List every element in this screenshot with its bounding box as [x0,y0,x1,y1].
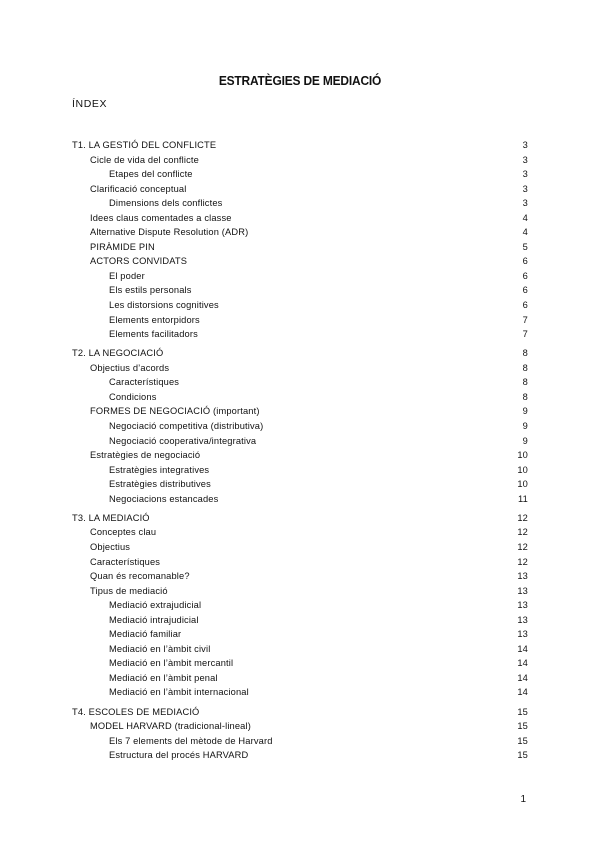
toc-entry-page: 4 [522,227,528,238]
toc-entry-title: Mediació en l’àmbit civil [109,643,211,654]
toc-entry-title: MODEL HARVARD (tradicional-lineal) [90,721,251,732]
toc-entry-title: Negociació competitiva (distributiva) [109,420,264,431]
toc-entry-row[interactable] [72,540,528,555]
toc-section [72,511,528,700]
toc-entry-page: 15 [517,735,528,746]
toc-entry-page: 12 [517,512,528,523]
toc-entry-title: Mediació extrajudicial [109,600,202,611]
toc-entry-page: 10 [517,479,528,490]
toc-entry-title: FORMES DE NEGOCIACIÓ (important) [90,406,260,417]
toc-entry-title: Estructura del procés HARVARD [109,750,249,761]
toc-entry-row[interactable] [72,463,528,478]
toc-chapter-row[interactable] [72,138,528,153]
toc-entry-row[interactable] [72,569,528,584]
toc-entry-row[interactable] [72,555,528,570]
toc-entry-row[interactable] [72,477,528,492]
toc-entry-row[interactable] [72,361,528,376]
toc-entry-title: Estratègies distributives [109,479,211,490]
toc-entry-page: 9 [522,435,528,446]
toc-entry-page: 10 [517,464,528,475]
toc-entry-row[interactable] [72,196,528,211]
toc-entry-page: 4 [522,212,528,223]
toc-entry-title: Els estils personals [109,285,192,296]
toc-entry-row[interactable] [72,734,528,749]
toc-entry-title: Dimensions dels conflictes [109,198,223,209]
toc-entry-title: El poder [109,270,145,281]
toc-entry-row[interactable] [72,671,528,686]
toc-entry-page: 13 [517,585,528,596]
toc-entry-row[interactable] [72,404,528,419]
toc-entry-title: PIRÀMIDE PIN [90,241,155,252]
toc-entry-title: Negociacions estancades [109,493,219,504]
toc-entry-page: 12 [517,541,528,552]
toc-entry-title: Els 7 elements del mètode de Harvard [109,735,273,746]
toc-chapter-row[interactable] [72,705,528,720]
toc-entry-page: 13 [517,571,528,582]
toc-entry-title: Alternative Dispute Resolution (ADR) [90,227,249,238]
toc-entry-page: 13 [517,629,528,640]
toc-section [72,705,528,763]
toc-entry-title: Mediació en l’àmbit mercantil [109,658,234,669]
toc-entry-row[interactable] [72,298,528,313]
toc-entry-row[interactable] [72,434,528,449]
toc-entry-page: 15 [517,706,528,717]
toc-entry-page: 3 [522,183,528,194]
table-of-contents [72,138,528,767]
toc-section [72,138,528,342]
toc-entry-title: Quan és recomanable? [90,571,190,582]
toc-entry-row[interactable] [72,613,528,628]
toc-entry-row[interactable] [72,375,528,390]
toc-entry-title: T4. ESCOLES DE MEDIACIÓ [72,706,200,717]
toc-entry-row[interactable] [72,167,528,182]
toc-entry-page: 15 [517,750,528,761]
toc-entry-page: 9 [522,406,528,417]
toc-entry-title: Objectius d’acords [90,362,170,373]
toc-entry-title: Condicions [109,391,157,402]
toc-entry-page: 6 [522,270,528,281]
toc-entry-row[interactable] [72,390,528,405]
toc-entry-title: Clarificació conceptual [90,183,187,194]
toc-entry-page: 5 [522,241,528,252]
toc-entry-title: Mediació familiar [109,629,182,640]
toc-entry-page: 15 [517,721,528,732]
toc-entry-row[interactable] [72,419,528,434]
toc-section [72,346,528,506]
toc-entry-title: Característiques [90,556,161,567]
toc-entry-title: Idees claus comentades a classe [90,212,232,223]
toc-entry-title: Mediació en l’àmbit penal [109,672,218,683]
toc-entry-row[interactable] [72,656,528,671]
toc-entry-page: 3 [522,154,528,165]
toc-entry-page: 3 [522,140,528,150]
toc-entry-page: 8 [522,348,528,359]
toc-entry-row[interactable] [72,627,528,642]
toc-entry-title: Negociació cooperativa/integrativa [109,435,257,446]
index-heading: ÍNDEX [72,98,108,110]
toc-entry-row[interactable] [72,225,528,240]
toc-entry-page: 7 [522,314,528,325]
document-title: ESTRATÈGIES DE MEDIACIÓ [218,73,382,88]
toc-entry-page: 10 [517,450,528,461]
toc-entry-row[interactable] [72,719,528,734]
toc-entry-page: 13 [517,614,528,625]
toc-entry-page: 8 [522,377,528,388]
toc-chapter-row[interactable] [72,511,528,526]
toc-entry-page: 11 [518,493,528,504]
toc-entry-page: 8 [522,362,528,373]
toc-entry-page: 14 [517,643,528,654]
toc-entry-title: Estratègies de negociació [90,450,201,461]
toc-entry-title: Mediació intrajudicial [109,614,199,625]
page-number: 1 [520,794,526,805]
toc-entry-row[interactable] [72,748,528,763]
toc-entry-title: Cicle de vida del conflicte [90,154,199,165]
toc-entry-title: T3. LA MEDIACIÓ [72,512,150,523]
toc-entry-row[interactable] [72,584,528,599]
toc-entry-row[interactable] [72,327,528,342]
toc-entry-row[interactable] [72,685,528,700]
toc-entry-page: 3 [522,169,528,180]
toc-entry-row[interactable] [72,153,528,168]
toc-entry-title: Elements entorpidors [109,314,200,325]
toc-entry-row[interactable] [72,525,528,540]
toc-entry-page: 14 [517,658,528,669]
toc-entry-page: 12 [517,527,528,538]
toc-entry-title: Les distorsions cognitives [109,300,219,311]
toc-entry-row[interactable] [72,598,528,613]
toc-entry-page: 8 [522,391,528,402]
toc-entry-row[interactable] [72,211,528,226]
toc-entry-row[interactable] [72,283,528,298]
toc-entry-row[interactable] [72,642,528,657]
toc-entry-row[interactable] [72,448,528,463]
toc-entry-page: 6 [522,256,528,267]
toc-entry-title: Conceptes clau [90,527,157,538]
toc-entry-row[interactable] [72,313,528,328]
toc-entry-page: 6 [522,300,528,311]
toc-entry-title: T1. LA GESTIÓ DEL CONFLICTE [72,140,217,150]
toc-entry-title: Tipus de mediació [90,585,168,596]
toc-entry-title: Característiques [109,377,180,388]
toc-entry-page: 14 [517,672,528,683]
toc-entry-title: Etapes del conflicte [109,169,193,180]
toc-entry-page: 6 [522,285,528,296]
toc-entry-page: 3 [522,198,528,209]
toc-entry-title: ACTORS CONVIDATS [90,256,188,267]
toc-entry-page: 7 [522,329,528,340]
toc-entry-title: Objectius [90,541,131,552]
toc-entry-page: 12 [517,556,528,567]
toc-entry-title: T2. LA NEGOCIACIÓ [72,348,164,359]
toc-entry-row[interactable] [72,254,528,269]
toc-entry-title: Estratègies integratives [109,464,210,475]
toc-chapter-row[interactable] [72,346,528,361]
toc-entry-row[interactable] [72,269,528,284]
toc-entry-page: 9 [522,420,528,431]
toc-entry-row[interactable] [72,240,528,255]
toc-entry-page: 14 [517,687,528,698]
toc-entry-page: 13 [517,600,528,611]
toc-entry-title: Mediació en l’àmbit internacional [109,687,249,698]
toc-entry-row[interactable] [72,492,528,507]
toc-entry-row[interactable] [72,182,528,197]
toc-entry-title: Elements facilitadors [109,329,198,340]
